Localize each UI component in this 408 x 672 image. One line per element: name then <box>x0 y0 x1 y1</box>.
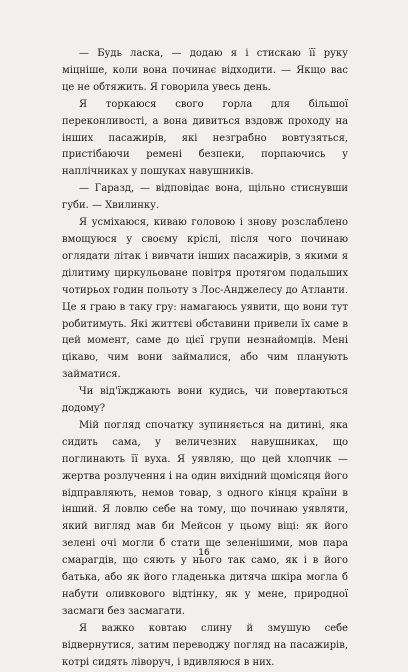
paragraph: Я важко ковтаю слину й змушую себе відвернутися, затим переводжу погляд на пасажирів, котрі сидять ліворуч, і вдивляюся в них. <box>62 622 348 668</box>
paragraph: Чи від'їжджають вони кудись, чи повертаються додому? <box>62 386 348 415</box>
paragraph: — Будь ласка, — додаю я і стискаю її руку міцніше, коли вона починає відходити. — Якщо вас це не обтяжить. Я говорила увесь день. <box>62 48 348 93</box>
page-number: 16 <box>198 548 210 558</box>
page-text-block <box>62 46 348 672</box>
paragraph: — Гаразд, — відповідає вона, щільно стиснувши губи. — Хвилинку. <box>62 183 348 212</box>
paragraph: Мій погляд спочатку зупиняється на дитині, яка сидить сама, у величезних навушниках, що поглинають її вуха. Я уявляю, що цей хлопчик — жертва розлучення і на один вихідний щомісяця його відправляють, немов товар, з одного кінця країни в інший. Я ловлю себе на тому, що починаю уявляти, який вигляд мав би Мейсон у цьому віці: як його зелені очі могли б стати ще зеленішими, мов пара смарагдів, що сяють у нього так само, як і в його батька, або як його гладенька дитяча шкіра могла б набути оливкового відтінку, як у мене, природної засмаги без засмагати. <box>62 419 348 617</box>
paragraph: Я усміхаюся, киваю головою і знову розслаблено вмощуюся у своєму кріслі, після чого починаю оглядати літак і вивчати інших пасажирів, з якими я ділитиму циркульоване повітря протягом подальших чотирьох годин польоту з Лос-Анджелесу до Атланти. Це я граю в таку гру: намагаюсь уявити, що вони тут робитимуть. Які життєві обставини привели їх саме в цей момент, саме до цієї групи незнайомців. Мені цікаво, чим вони займалися, або чим планують займатися. <box>62 217 348 381</box>
paragraph: Я торкаюся свого горла для більшої переконливості, а вона дивиться вздовж проходу на інших пасажирів, які незграбно вовтузяться, пристібаючи ремені безпеки, порпаючись у наплічниках у пошуках навушників. <box>62 98 348 178</box>
